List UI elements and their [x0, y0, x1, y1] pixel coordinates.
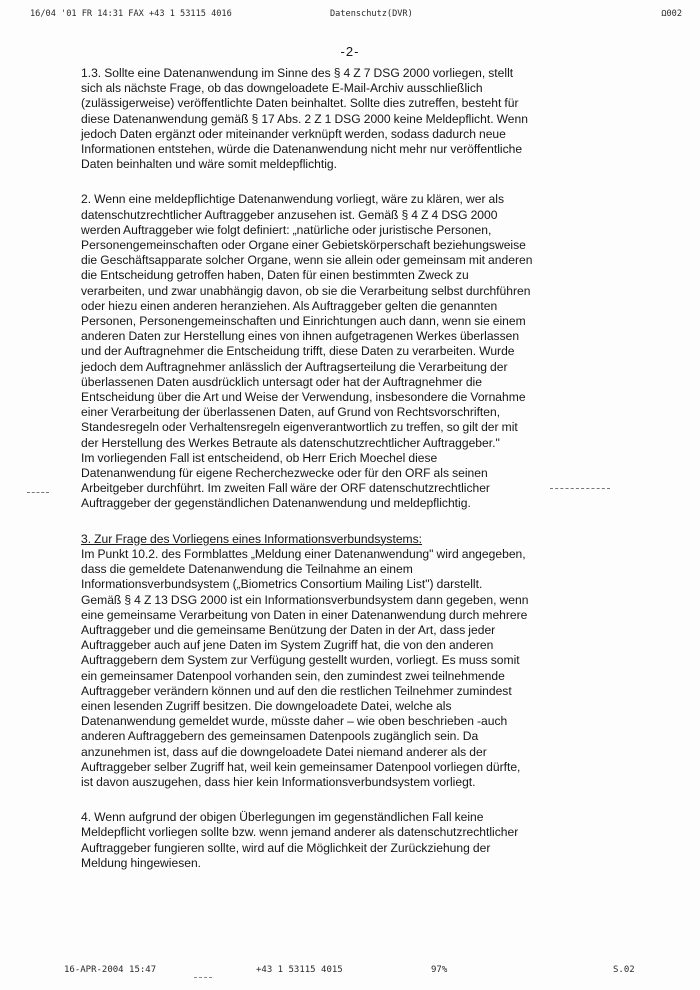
- text-line: Personen, Personengemeinschaften und Einrichtungen auch dann, wenn sie einem: [81, 314, 526, 329]
- fax-footer-mark: [194, 977, 212, 978]
- document-body: [81, 66, 597, 891]
- text-line: Standesregeln oder Verhaltensregeln eigenverantwortlich zu treffen, so gilt der mit: [81, 420, 518, 435]
- text-line: 4. Wenn aufgrund der obigen Überlegungen im gegenständlichen Fall keine: [81, 810, 484, 825]
- fax-footer-date: 16-APR-2004 15:47: [64, 965, 157, 975]
- text-line: werden Auftraggeber wie folgt definiert: „natürliche oder juristische Personen,: [81, 222, 492, 237]
- text-line: Arbeitgeber durchführt. Im zweiten Fall wäre der ORF datenschutzrechtlicher: [81, 481, 490, 496]
- text-line: Datenanwendung gemeldet wurde, müsste daher – wie oben beschrieben -auch: [81, 714, 508, 729]
- text-line: Auftraggeber und die gemeinsame Benützung der Daten in der Art, dass jeder: [81, 622, 496, 637]
- text-line: der Herstellung des Werkes Betraute als datenschutzrechtlicher Auftraggeber.": [81, 435, 500, 450]
- text-line: Daten beinhalten und wäre somit meldepflichtig.: [81, 157, 337, 172]
- paragraph-p3: [81, 532, 597, 790]
- margin-mark-left: [27, 492, 49, 494]
- text-line: Auftraggebern dem System zur Verfügung gestellt wurden, vorliegt. Es muss somit: [81, 653, 520, 668]
- text-line: Informationen entstehen, würde die Datenanwendung nicht mehr nur veröffentliche: [81, 142, 523, 157]
- fax-header-sender: Datenschutz(DVR): [330, 9, 413, 19]
- text-line: einer Verarbeitung der überlassenen Daten, auf Grund von Rechtsvorschriften,: [81, 405, 501, 420]
- page-number: -2-: [340, 44, 360, 59]
- text-line: Auftraggeber der gegenständlichen Datenanwendung und meldepflichtig.: [81, 496, 471, 511]
- fax-footer-number: +43 1 53115 4015: [256, 965, 343, 975]
- text-line: Informationsverbundsystem („Biometrics Consortium Mailing List") darstellt.: [81, 577, 483, 592]
- text-line: dass die gemeldete Datenanwendung die Teilnahme an einem: [81, 562, 413, 577]
- text-line: und der Auftragnehmer die Entscheidung trifft, diese Daten zu verarbeiten. Wurde: [81, 344, 515, 359]
- text-line: ein gemeinsamer Datenpool vorhanden sein, den zumindest zwei teilnehmende: [81, 668, 505, 683]
- fax-footer-page: S.02: [613, 965, 635, 975]
- text-line: überlassenen Daten ausdrücklich untersagt oder hat der Auftragnehmer die: [81, 374, 482, 389]
- text-line: anzunehmen ist, dass auf die downgeloadete Datei niemand anderer als der: [81, 744, 487, 759]
- paragraph-p4: [81, 810, 597, 871]
- text-line: Im Punkt 10.2. des Formblattes „Meldung einer Datenanwendung" wird angegeben,: [81, 546, 526, 561]
- text-line: Meldepflicht vorliegen sollte bzw. wenn jemand anderer als datenschutzrechtlicher: [81, 825, 519, 840]
- text-line: ist davon auszugehen, dass hier kein Informationsverbundsystem vorliegt.: [81, 774, 476, 789]
- paragraph-p2: [81, 192, 597, 511]
- text-line: jedoch Daten ergänzt oder miteinander verknüpft werden, sodass dadurch neue: [81, 126, 506, 141]
- text-line: Datenanwendung für eigene Recherchezwecke oder für den ORF als seinen: [81, 466, 488, 481]
- text-line: Auftraggeber auch auf jene Daten im System Zugriff hat, die von den anderen: [81, 638, 494, 653]
- text-line: jedoch dem Auftragnehmer anlässlich der Auftragserteilung die Verarbeitung der: [81, 359, 508, 374]
- text-line: Meldung hingewiesen.: [81, 855, 202, 870]
- text-line: eine gemeinsame Verarbeitung von Daten in einer Datenanwendung durch mehrere: [81, 607, 528, 622]
- text-line: anderen Daten zur Herstellung eines von ihnen aufgetragenen Werkes überlassen: [81, 329, 520, 344]
- fax-header-page: Ω002: [661, 9, 682, 19]
- section-heading: 3. Zur Frage des Vorliegens eines Informationsverbundsystems:: [81, 531, 423, 546]
- margin-mark-right: [550, 488, 610, 490]
- text-line: sich als nächste Frage, ob das downgeloadete E-Mail-Archiv ausschließlich: [81, 81, 483, 96]
- text-line: 2. Wenn eine meldepflichtige Datenanwendung vorliegt, wäre zu klären, wer als: [81, 192, 504, 207]
- text-line: 1.3. Sollte eine Datenanwendung im Sinne des § 4 Z 7 DSG 2000 vorliegen, stellt: [81, 66, 514, 80]
- text-line: Auftraggeber fungieren sollte, wird auf die Möglichkeit der Zurückziehung der: [81, 840, 491, 855]
- text-line: Auftraggeber selber Zugriff hat, weil kein gemeinsamer Datenpool vorliegen dürfte,: [81, 759, 521, 774]
- text-line: (zulässigerweise) veröffentlichte Daten beinhaltet. Sollte dies zutreffen, besteht für: [81, 96, 519, 111]
- fax-footer: [64, 965, 684, 979]
- text-line: Auftraggeber verändern können und auf den die restlichen Teilnehmer zumindest: [81, 683, 512, 698]
- fax-header: [30, 9, 690, 23]
- text-line: Personengemeinschaften oder Organe einer Gebietskörperschaft beziehungsweise: [81, 238, 526, 253]
- text-line: einen lesenden Zugriff besitzen. Die downgeloadete Datei, welche als: [81, 698, 452, 713]
- text-line: oder hiezu einen anderen heranziehen. Als Auftraggeber gelten die genannten: [81, 298, 498, 313]
- fax-header-transmission: 16/04 '01 FR 14:31 FAX +43 1 53115 4016: [30, 9, 232, 19]
- text-line: diese Datenanwendung gemäß § 17 Abs. 2 Z 1 DSG 2000 keine Meldepflicht. Wenn: [81, 111, 528, 126]
- text-line: die Entscheidung getroffen haben, Daten für einen bestimmten Zweck zu: [81, 268, 469, 283]
- fax-footer-percent: 97%: [431, 965, 448, 975]
- text-line: Entscheidung über die Art und Weise der Verwendung, insbesondere die Vornahme: [81, 390, 526, 405]
- text-line: verarbeiten, und zwar unabhängig davon, ob sie die Verarbeitung selbst durchführen: [81, 283, 531, 298]
- text-line: Gemäß § 4 Z 13 DSG 2000 ist ein Informationsverbundsystem dann gegeben, wenn: [81, 592, 529, 607]
- text-line: datenschutzrechtlicher Auftraggeber anzusehen ist. Gemäß § 4 Z 4 DSG 2000: [81, 207, 498, 222]
- text-line: anderen Auftraggebern des gemeinsamen Datenpools zugänglich sein. Da: [81, 729, 479, 744]
- text-line: Im vorliegenden Fall ist entscheidend, ob Herr Erich Moechel diese: [81, 450, 438, 465]
- paragraph-p1: [81, 66, 597, 172]
- text-line: die Geschäftsapparate solcher Organe, wenn sie allein oder gemeinsam mit anderen: [81, 253, 533, 268]
